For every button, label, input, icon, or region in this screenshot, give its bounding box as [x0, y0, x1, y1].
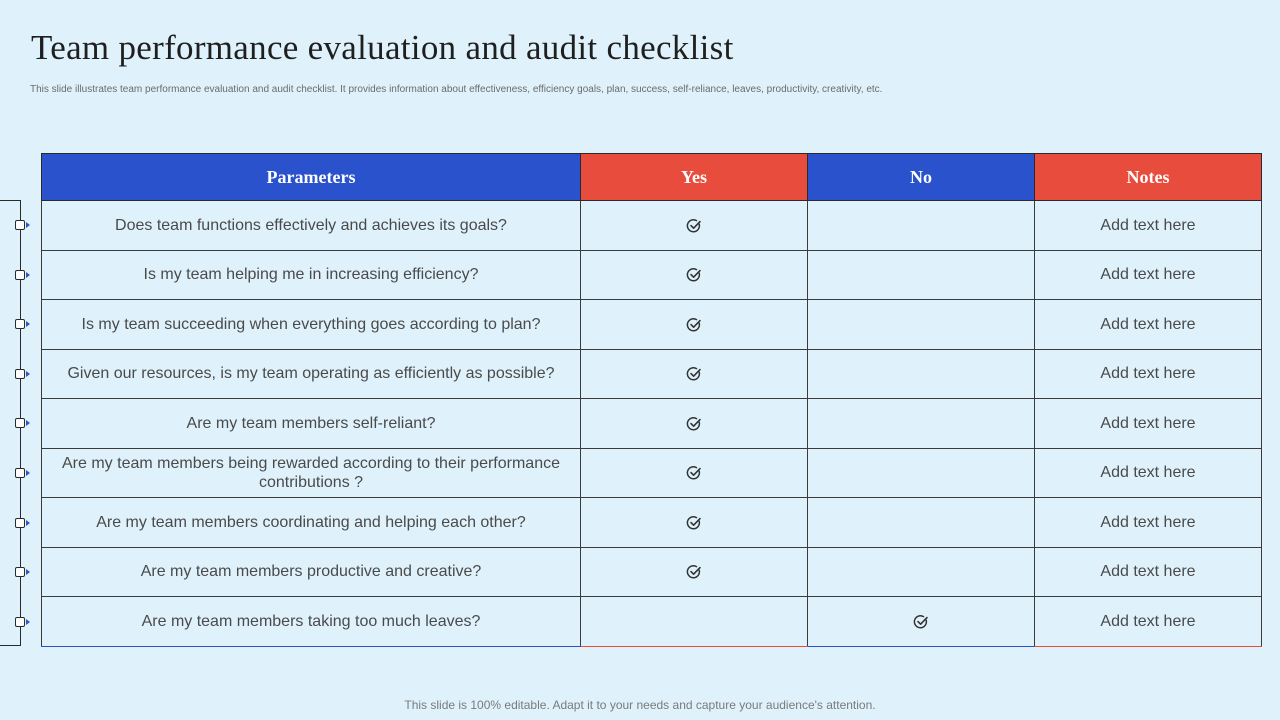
parameter-cell: Given our resources, is my team operating as efficiently as possible? — [42, 349, 581, 399]
circle-check-icon — [686, 415, 702, 432]
table-row — [42, 597, 1262, 647]
notes-cell[interactable]: Add text here — [1035, 448, 1262, 498]
square-node-icon — [15, 567, 25, 577]
table-row — [42, 300, 1262, 350]
no-cell — [808, 448, 1035, 498]
circle-check-icon — [686, 464, 702, 481]
no-cell — [808, 597, 1035, 647]
arrow-right-icon — [26, 222, 30, 228]
yes-cell — [581, 399, 808, 449]
table-row — [42, 349, 1262, 399]
header-no: No — [808, 154, 1035, 201]
arrow-right-icon — [26, 619, 30, 625]
arrow-right-icon — [26, 520, 30, 526]
circle-check-icon — [913, 613, 929, 630]
notes-cell[interactable]: Add text here — [1035, 201, 1262, 251]
table-row — [42, 498, 1262, 548]
yes-cell — [581, 250, 808, 300]
arrow-right-icon — [26, 470, 30, 476]
header-parameters: Parameters — [42, 154, 581, 201]
square-node-icon — [15, 220, 25, 230]
table-row — [42, 547, 1262, 597]
arrow-right-icon — [26, 420, 30, 426]
square-node-icon — [15, 418, 25, 428]
notes-cell[interactable]: Add text here — [1035, 547, 1262, 597]
parameter-cell: Are my team members being rewarded according to their performance contributions ? — [42, 448, 581, 498]
audit-checklist-table — [41, 153, 1262, 647]
table-header-row — [42, 154, 1262, 201]
square-node-icon — [15, 518, 25, 528]
footer-note: This slide is 100% editable. Adapt it to your needs and capture your audience's attention. — [404, 698, 876, 712]
parameter-cell: Are my team members taking too much leaves? — [42, 597, 581, 647]
no-cell — [808, 201, 1035, 251]
square-node-icon — [15, 617, 25, 627]
square-node-icon — [15, 468, 25, 478]
parameter-cell: Are my team members productive and creative? — [42, 547, 581, 597]
yes-cell — [581, 300, 808, 350]
square-node-icon — [15, 369, 25, 379]
parameter-cell: Are my team members coordinating and helping each other? — [42, 498, 581, 548]
square-node-icon — [15, 319, 25, 329]
header-yes: Yes — [581, 154, 808, 201]
header-notes: Notes — [1035, 154, 1262, 201]
yes-cell — [581, 201, 808, 251]
yes-cell — [581, 448, 808, 498]
notes-cell[interactable]: Add text here — [1035, 349, 1262, 399]
arrow-right-icon — [26, 272, 30, 278]
circle-check-icon — [686, 563, 702, 580]
no-cell — [808, 300, 1035, 350]
page-title: Team performance evaluation and audit checklist — [31, 28, 734, 67]
page-subtitle: This slide illustrates team performance evaluation and audit checklist. It provides information about effectiveness, efficiency goals, plan, success, self-reliance, leaves, productivity, creativity, etc. — [30, 84, 883, 95]
square-node-icon — [15, 270, 25, 280]
circle-check-icon — [686, 217, 702, 234]
notes-cell[interactable]: Add text here — [1035, 597, 1262, 647]
no-cell — [808, 399, 1035, 449]
table-row — [42, 250, 1262, 300]
table-row — [42, 399, 1262, 449]
yes-cell — [581, 349, 808, 399]
arrow-right-icon — [26, 321, 30, 327]
parameter-cell: Are my team members self-reliant? — [42, 399, 581, 449]
parameter-cell: Is my team succeeding when everything goes according to plan? — [42, 300, 581, 350]
yes-cell — [581, 597, 808, 647]
table-row — [42, 201, 1262, 251]
notes-cell[interactable]: Add text here — [1035, 399, 1262, 449]
circle-check-icon — [686, 266, 702, 283]
no-cell — [808, 547, 1035, 597]
circle-check-icon — [686, 514, 702, 531]
no-cell — [808, 250, 1035, 300]
no-cell — [808, 498, 1035, 548]
no-cell — [808, 349, 1035, 399]
circle-check-icon — [686, 365, 702, 382]
parameter-cell: Does team functions effectively and achieves its goals? — [42, 201, 581, 251]
yes-cell — [581, 498, 808, 548]
parameter-cell: Is my team helping me in increasing efficiency? — [42, 250, 581, 300]
notes-cell[interactable]: Add text here — [1035, 300, 1262, 350]
notes-cell[interactable]: Add text here — [1035, 498, 1262, 548]
circle-check-icon — [686, 316, 702, 333]
table-row — [42, 448, 1262, 498]
yes-cell — [581, 547, 808, 597]
arrow-right-icon — [26, 371, 30, 377]
notes-cell[interactable]: Add text here — [1035, 250, 1262, 300]
arrow-right-icon — [26, 569, 30, 575]
